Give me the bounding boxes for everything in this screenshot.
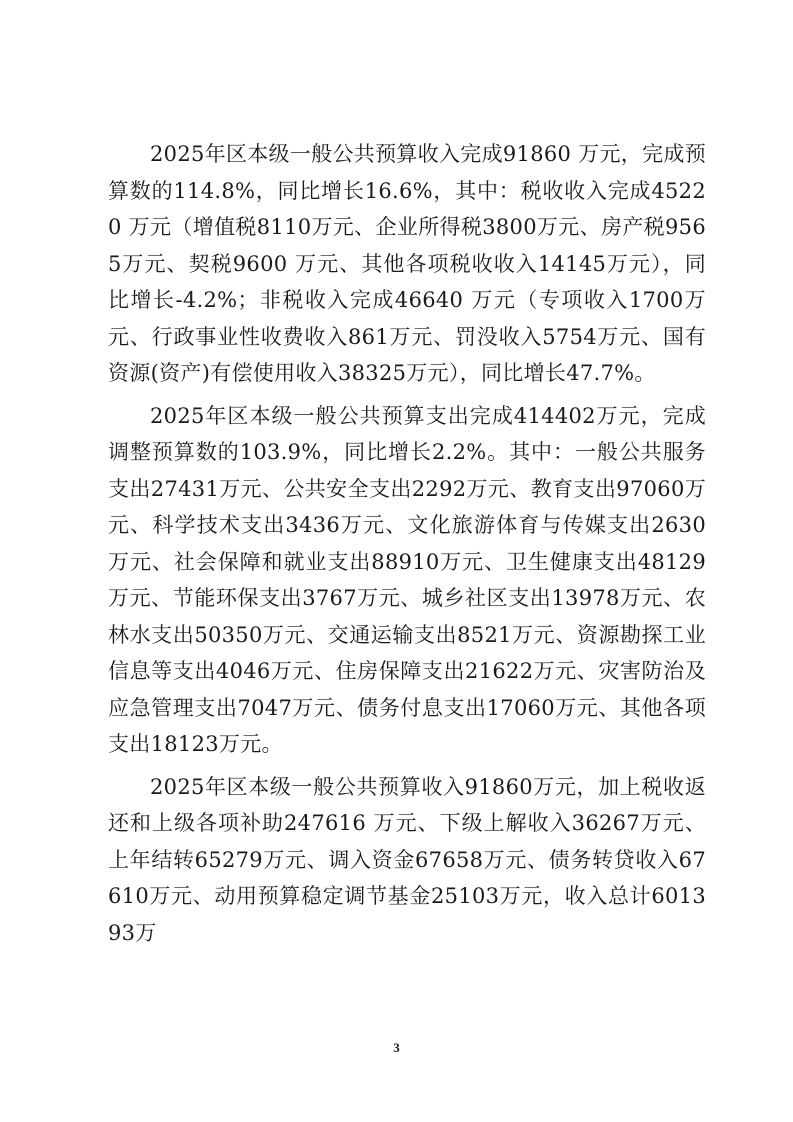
page-number: 3 bbox=[393, 1040, 400, 1055]
paragraph-expenditure: 2025年区本级一般公共预算支出完成414402万元，完成调整预算数的103.9%，同比增长2.2%。其中：一般公共服务支出27431万元、公共安全支出2292万元、教育支出97060万元、科学技术支出3436万元、文化旅游体育与传媒支出2630万元、社会保障和就业支出88910万元、卫生健康支出48129万元、节能环保支出3767万元、城乡社区支出13978万元、农林水支出50350万元、交通运输支出8521万元、资源勘探工业信息等支出4046万元、住房保障支出21622万元、灾害防治及应急管理支出7047万元、债务付息支出17060万元、其他各项支出18123万元。 bbox=[108, 403, 706, 756]
document-body bbox=[108, 136, 706, 957]
paragraph-total-revenue: 2025年区本级一般公共预算收入91860万元，加上税收返还和上级各项补助247616 万元、下级上解收入36267万元、上年结转65279万元、调入资金67658万元、债务转贷收入67610万元、动用预算稳定调节基金25103万元，收入总计601393万 bbox=[108, 774, 706, 945]
paragraph-revenue: 2025年区本级一般公共预算收入完成91860 万元，完成预算数的114.8%，同比增长16.6%，其中：税收收入完成45220 万元（增值税8110万元、企业所得税3800万元、房产税9565万元、契税9600 万元、其他各项税收收入14145万元），同比增长-4.2%；非税收入完成46640 万元（专项收入1700万元、行政事业性收费收入861万元、罚没收入5754万元、国有资源(资产)有偿使用收入38325万元），同比增长47.7%。 bbox=[108, 142, 706, 385]
